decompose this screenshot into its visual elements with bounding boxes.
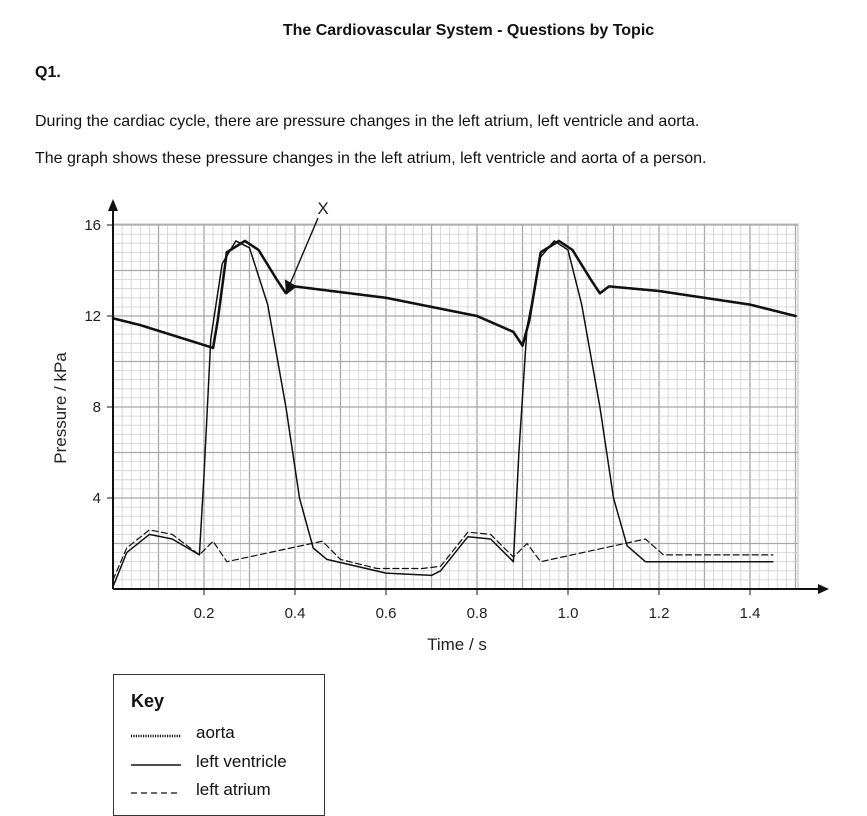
question-number: Q1. [35,64,61,81]
chart-grid [113,224,798,589]
legend-swatch-dashed [131,791,181,795]
legend-swatch-solid [131,763,181,767]
x-tick-label: 0.8 [466,605,488,622]
question-text-line-1: During the cardiac cycle, there are pressure changes in the left atrium, left ventricle and aorta. [35,113,700,130]
x-tick-label: 0.4 [284,605,306,622]
x-tick-label: 1.2 [648,605,670,622]
page-title: The Cardiovascular System - Questions by Topic [282,22,655,39]
x-axis-label: Time / s [427,635,487,654]
y-tick-label: 16 [84,217,101,234]
legend-title: Key [131,691,165,711]
question-text-line-2: The graph shows these pressure changes in the left atrium, left ventricle and aorta of a person. [35,150,707,167]
x-tick-label: 0.6 [375,605,397,622]
y-tick-label: 12 [84,308,101,325]
legend-label: left ventricle [196,752,287,771]
legend-label: aorta [196,723,235,742]
annotation-label: X [317,199,329,218]
x-tick-label: 1.0 [557,605,579,622]
x-tick-label: 0.2 [193,605,215,622]
x-axis-arrow [818,584,829,594]
legend-label: left atrium [196,780,271,799]
legend-swatch-dotted [131,734,181,738]
x-tick-label: 1.4 [739,605,761,622]
chart-legend [113,674,325,816]
y-axis-arrow [108,199,118,211]
y-tick-label: 4 [92,490,101,507]
y-axis-label: Pressure / kPa [51,352,70,464]
y-tick-label: 8 [92,399,101,416]
